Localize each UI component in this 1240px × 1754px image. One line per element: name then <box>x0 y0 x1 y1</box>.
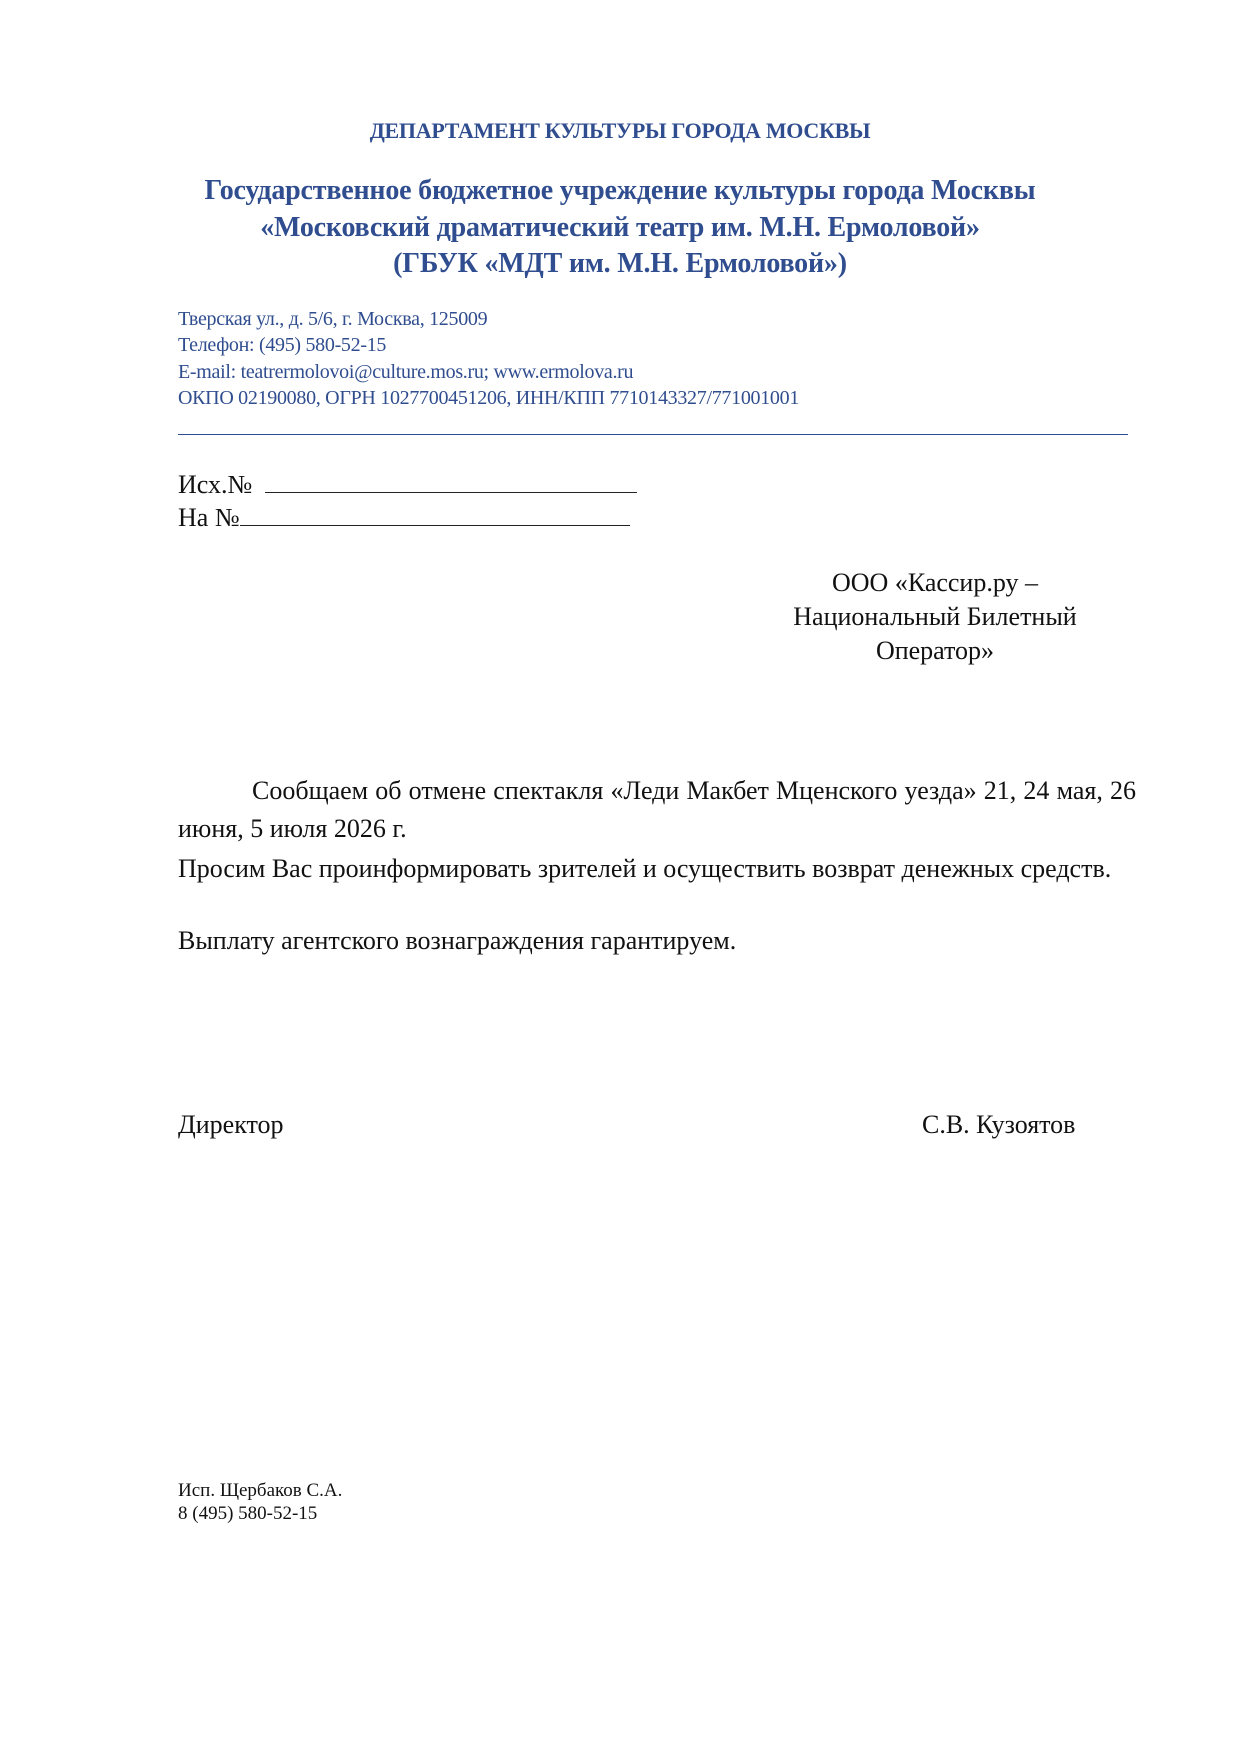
addressee-line: Оператор» <box>875 636 995 665</box>
signatory-name: С.В. Кузоятов <box>922 1110 1076 1139</box>
outgoing-number-blank <box>265 470 637 493</box>
incoming-number-blank <box>240 503 630 526</box>
executor-phone: 8 (495) 580-52-15 <box>178 1503 318 1524</box>
organization-name-line: «Московский драматический театр им. М.Н. Ермоловой» <box>260 212 980 243</box>
outgoing-number-row <box>178 470 637 500</box>
contact-address: Тверская ул., д. 5/6, г. Москва, 125009 <box>178 308 488 330</box>
addressee-line: Национальный Билетный <box>793 602 1077 631</box>
addressee <box>760 566 1110 668</box>
contact-registration-codes: ОКПО 02190080, ОГРН 1027700451206, ИНН/КПП 7710143327/771001001 <box>178 387 800 409</box>
executor-name: Исп. Щербаков С.А. <box>178 1480 343 1501</box>
contact-email-web: E-mail: teatrermolovoi@culture.mos.ru; www.ermolova.ru <box>178 361 634 383</box>
addressee-line: ООО «Кассир.ру – <box>831 568 1039 597</box>
body-paragraph-fee-guarantee: Выплату агентского вознаграждения гарантируем. <box>178 926 737 955</box>
organization-short-name: (ГБУК «МДТ им. М.Н. Ермоловой») <box>393 248 847 279</box>
body-paragraph-cancellation: Сообщаем об отмене спектакля «Леди Макбет Мценского уезда» 21, 24 мая, 26 июня, 5 июля 2026 г. <box>178 776 1136 843</box>
body-paragraph-refund-request: Просим Вас проинформировать зрителей и осуществить возврат денежных средств. <box>178 854 1112 883</box>
outgoing-number-label: Исх.№ <box>178 470 253 499</box>
department-name: ДЕПАРТАМЕНТ КУЛЬТУРЫ ГОРОДА МОСКВЫ <box>369 118 871 143</box>
incoming-number-label: На № <box>178 503 240 532</box>
contact-phone: Телефон: (495) 580-52-15 <box>178 334 387 356</box>
organization-name-line: Государственное бюджетное учреждение культуры города Москвы <box>204 175 1036 206</box>
letterhead-divider <box>178 434 1128 435</box>
signatory-title: Директор <box>178 1110 284 1139</box>
incoming-number-row <box>178 503 630 533</box>
